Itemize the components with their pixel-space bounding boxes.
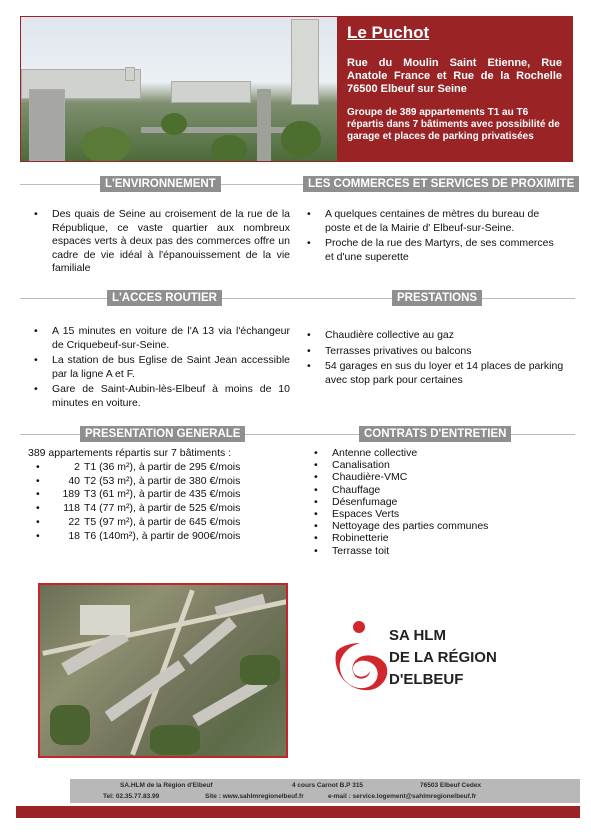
acces-list (30, 325, 290, 412)
footer-email[interactable]: e-mail : service.logement@sahlmregionelbeuf.fr (328, 793, 477, 800)
tree (81, 127, 131, 161)
footer-address: 4 cours Carnot B.P 315 (292, 782, 364, 789)
building-block (61, 628, 129, 675)
contrats-list (310, 447, 560, 557)
list-item: • Proche de la rue des Martyrs, de ses commerces et d'une superette (303, 237, 563, 264)
tree (281, 121, 321, 157)
divider (20, 298, 575, 299)
footer-website[interactable]: Site : www.sahlmregionelbeuf.fr (205, 793, 304, 800)
footer-city: 76503 Elbeuf Cedex (420, 782, 482, 789)
list-item: • Désenfumage (310, 496, 560, 508)
bottom-bar (16, 806, 580, 818)
apartment-line: • 189 T3 (61 m²), à partir de 435 €/mois (36, 488, 241, 501)
list-item: • 54 garages en sus du loyer et 14 places de parking avec stop park pour certaines (303, 360, 568, 387)
tree (211, 135, 247, 161)
list-item: • A quelques centaines de mètres du bureau de poste et de la Mairie d' Elbeuf-sur-Seine. (303, 208, 563, 235)
tree (161, 113, 187, 135)
section-title-contrats: CONTRATS D'ENTRETIEN (359, 426, 511, 442)
residence-photo (21, 17, 337, 161)
list-item: • Robinetterie (310, 532, 560, 544)
section-title-presentation: PRESENTATION GENERALE (80, 426, 245, 442)
list-item: • Des quais de Seine au croisement de la rue de la République, ce vaste quartier aux nombreux espaces verts à deux pas des commerces offre un cadre de vie idéal à l'épanouissement de la vie familiale (30, 208, 290, 276)
apartment-line: • 18 T6 (140m²), à partir de 900€/mois (36, 529, 241, 542)
title-panel (337, 17, 572, 161)
list-item: • Chaudière-VMC (310, 471, 560, 483)
green-area (50, 705, 90, 745)
green-area (240, 655, 280, 685)
logo-line: D'ELBEUF (389, 671, 464, 688)
road (257, 89, 271, 161)
list-item: • A 15 minutes en voiture de l'A 13 via l'échangeur de Criquebeuf-sur-Seine. (30, 325, 290, 352)
aerial-map (38, 583, 288, 758)
group-description: Groupe de 389 appartements T1 au T6 répartis dans 7 bâtiments avec possibilité de garage et places de parking privatisées (347, 107, 560, 142)
apartment-line: • 2 T1 (36 m²), à partir de 295 €/mois (36, 460, 241, 473)
list-item: • Chauffage (310, 484, 560, 496)
logo-line: SA HLM (389, 627, 446, 644)
list-item: • Terrasse toit (310, 545, 560, 557)
list-item: • La station de bus Eglise de Saint Jean accessible par la ligne A et F. (30, 354, 290, 381)
building-block (80, 605, 130, 635)
list-item: • Gare de Saint-Aubin-lès-Elbeuf à moins de 10 minutes en voiture. (30, 383, 290, 410)
page-title: Le Puchot (347, 23, 430, 42)
logo-text (389, 625, 497, 691)
section-title-prestations: PRESTATIONS (392, 290, 482, 306)
building (29, 89, 65, 161)
apartment-line: • 40 T2 (53 m²), à partir de 380 €/mois (36, 474, 241, 487)
section-title-commerces: LES COMMERCES ET SERVICES DE PROXIMITE (303, 176, 579, 192)
footer-contact (70, 779, 580, 803)
green-area (150, 725, 200, 755)
list-item: • Terrasses privatives ou balcons (303, 345, 568, 359)
commerces-list (303, 208, 563, 266)
address: Rue du Moulin Saint Etienne, Rue Anatole France et Rue de la Rochelle 76500 Elbeuf sur Seine (347, 57, 562, 95)
environment-list (30, 208, 290, 278)
section-title-acces: L'ACCES ROUTIER (107, 290, 222, 306)
tower-building (291, 19, 319, 105)
presentation-block (28, 447, 298, 544)
logo-line: DE LA RÉGION (389, 649, 497, 666)
building (125, 67, 135, 81)
footer-org: SA.HLM de la Région d'Elbeuf (120, 782, 213, 789)
apartment-line: • 22 T5 (97 m²), à partir de 645 €/mois (36, 515, 241, 528)
list-item: • Espaces Verts (310, 508, 560, 520)
section-title-environment: L'ENVIRONNEMENT (100, 176, 221, 192)
list-item: • Canalisation (310, 459, 560, 471)
list-item: • Chaudière collective au gaz (303, 329, 568, 343)
list-item: • Antenne collective (310, 447, 560, 459)
list-item: • Nettoyage des parties communes (310, 520, 560, 532)
header-banner (20, 16, 573, 162)
footer-phone: Tel: 02.35.77.83.99 (103, 793, 160, 800)
building (171, 81, 251, 103)
apartment-line: • 118 T4 (77 m²), à partir de 525 €/mois (36, 502, 241, 515)
presentation-intro: 389 appartements répartis sur 7 bâtiments : (28, 447, 232, 459)
prestations-list (303, 329, 568, 389)
